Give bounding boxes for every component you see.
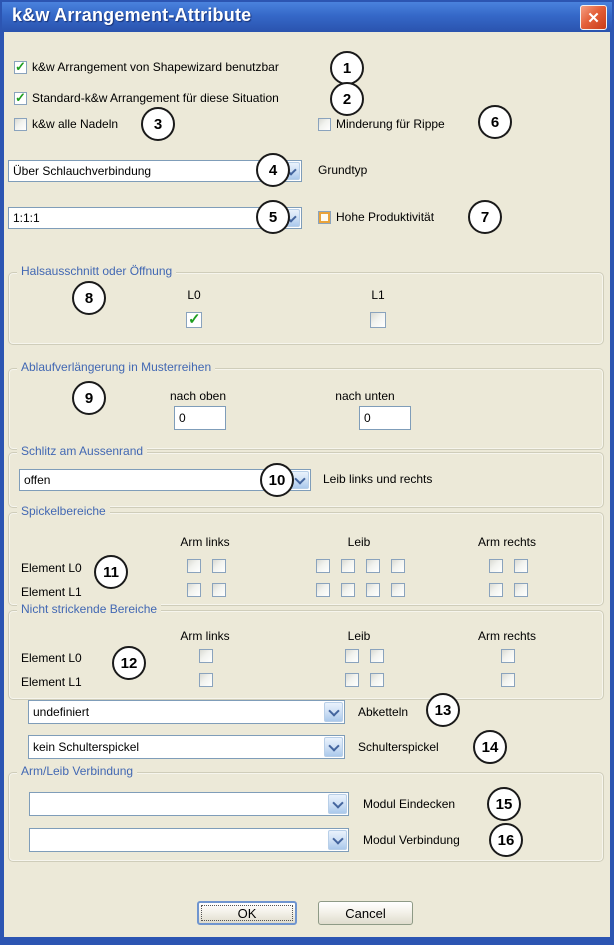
close-button[interactable] <box>580 5 607 30</box>
grid-checkbox[interactable] <box>489 583 503 597</box>
combo-grundtyp-value: Über Schlauchverbindung <box>13 164 152 178</box>
group-spickelbereiche <box>8 504 604 606</box>
grid-checkbox[interactable] <box>501 649 515 663</box>
callout-16: 16 <box>489 823 523 857</box>
callout-5: 5 <box>256 200 290 234</box>
grid-checkbox[interactable] <box>501 673 515 687</box>
modul-verbindung-label: Modul Verbindung <box>363 833 460 847</box>
grid-checkbox[interactable] <box>212 583 226 597</box>
checkbox-alle-nadeln-label: k&w alle Nadeln <box>32 117 119 131</box>
col-header-l1: L1 <box>371 288 385 302</box>
grid-checkbox[interactable] <box>391 559 405 573</box>
nach-unten-input[interactable] <box>359 406 411 430</box>
grid-checkbox[interactable] <box>341 559 355 573</box>
spickel-row-l0-label: Element L0 <box>21 561 82 575</box>
callout-12: 12 <box>112 646 146 680</box>
close-icon: ✕ <box>587 9 600 27</box>
callout-7: 7 <box>468 200 502 234</box>
chevron-down-icon[interactable] <box>324 737 343 757</box>
grid-checkbox[interactable] <box>345 649 359 663</box>
col-header-l0: L0 <box>187 288 201 302</box>
group-schlitz-caption: Schlitz am Aussenrand <box>17 444 147 459</box>
schlitz-side-label: Leib links und rechts <box>323 472 433 486</box>
checkbox-minderung-rippe[interactable] <box>318 118 331 131</box>
group-halsausschnitt <box>8 264 604 345</box>
group-nicht-strickende-caption: Nicht strickende Bereiche <box>17 602 161 617</box>
grundtyp-label: Grundtyp <box>318 163 368 177</box>
combo-technik-value: 1:1:1 <box>13 211 40 225</box>
combo-modul-eindecken[interactable] <box>29 792 349 816</box>
checkbox-standard-arrangement[interactable] <box>14 92 27 105</box>
callout-14: 14 <box>473 730 507 764</box>
callout-3: 3 <box>141 107 175 141</box>
window-title: k&w Arrangement-Attribute <box>12 5 252 25</box>
callout-13: 13 <box>426 693 460 727</box>
callout-15: 15 <box>487 787 521 821</box>
schulterspickel-label: Schulterspickel <box>358 740 439 754</box>
callout-10: 10 <box>260 463 294 497</box>
group-armleib-caption: Arm/Leib Verbindung <box>17 764 137 779</box>
combo-schulterspickel-value: kein Schulterspickel <box>33 740 140 754</box>
checkbox-shapewizard-label: k&w Arrangement von Shapewizard benutzbar <box>32 60 279 74</box>
grid-checkbox[interactable] <box>212 559 226 573</box>
chevron-down-icon[interactable] <box>328 830 347 850</box>
modul-eindecken-label: Modul Eindecken <box>363 797 456 811</box>
callout-11: 11 <box>94 555 128 589</box>
grid-checkbox[interactable] <box>514 559 528 573</box>
callout-2: 2 <box>330 82 364 116</box>
spickel-col-arm-rechts: Arm rechts <box>477 535 536 549</box>
grid-checkbox[interactable] <box>187 559 201 573</box>
hohe-produktivitaet-label: Hohe Produktivität <box>336 210 435 224</box>
checkmark-icon: ✓ <box>15 90 26 105</box>
grid-checkbox[interactable] <box>391 583 405 597</box>
spickel-col-leib: Leib <box>347 535 371 549</box>
cancel-button[interactable]: Cancel <box>318 901 413 925</box>
combo-abketteln[interactable] <box>28 700 345 724</box>
grid-checkbox[interactable] <box>489 559 503 573</box>
dialog-body <box>4 32 610 937</box>
callout-1: 1 <box>330 51 364 85</box>
nach-unten-label: nach unten <box>335 389 395 403</box>
grid-checkbox[interactable] <box>514 583 528 597</box>
checkbox-hohe-produktivitaet[interactable] <box>318 211 331 224</box>
checkbox-hals-l0[interactable] <box>186 312 202 328</box>
combo-schulterspickel[interactable] <box>28 735 345 759</box>
spickel-col-arm-links: Arm links <box>180 535 230 549</box>
grid-checkbox[interactable] <box>370 673 384 687</box>
grid-checkbox[interactable] <box>366 559 380 573</box>
group-ablaufverlaengerung-caption: Ablaufverlängerung in Musterreihen <box>17 360 215 375</box>
abketteln-label: Abketteln <box>358 705 409 719</box>
nicht-row-l0-label: Element L0 <box>21 651 82 665</box>
callout-9: 9 <box>72 381 106 415</box>
ok-button[interactable]: OK <box>197 901 297 925</box>
nicht-row-l1-label: Element L1 <box>21 675 82 689</box>
nicht-col-leib: Leib <box>347 629 371 643</box>
nach-oben-label: nach oben <box>169 389 227 403</box>
combo-abketteln-value: undefiniert <box>33 705 90 719</box>
nach-oben-input[interactable] <box>174 406 226 430</box>
grid-checkbox[interactable] <box>370 649 384 663</box>
group-schlitz <box>8 444 604 508</box>
checkbox-minderung-rippe-label: Minderung für Rippe <box>336 117 445 131</box>
checkbox-shapewizard[interactable] <box>14 61 27 74</box>
spickel-row-l1-label: Element L1 <box>21 585 82 599</box>
group-halsausschnitt-caption: Halsausschnitt oder Öffnung <box>17 264 176 279</box>
grid-checkbox[interactable] <box>316 559 330 573</box>
checkbox-alle-nadeln[interactable] <box>14 118 27 131</box>
group-armleib-verbindung <box>8 764 604 862</box>
checkbox-standard-arrangement-label: Standard-k&w Arrangement für diese Situation <box>32 91 279 105</box>
chevron-down-icon[interactable] <box>328 794 347 814</box>
titlebar <box>2 2 612 32</box>
group-nicht-strickende <box>8 602 604 700</box>
grid-checkbox[interactable] <box>366 583 380 597</box>
callout-6: 6 <box>478 105 512 139</box>
nicht-col-arm-rechts: Arm rechts <box>477 629 536 643</box>
combo-schlitz-value: offen <box>24 473 51 487</box>
group-spickelbereiche-caption: Spickelbereiche <box>17 504 110 519</box>
nicht-col-arm-links: Arm links <box>180 629 230 643</box>
chevron-down-icon[interactable] <box>324 702 343 722</box>
grid-checkbox[interactable] <box>199 673 213 687</box>
grid-checkbox[interactable] <box>199 649 213 663</box>
checkmark-icon: ✓ <box>188 311 201 328</box>
grid-checkbox[interactable] <box>316 583 330 597</box>
checkmark-icon: ✓ <box>15 59 26 74</box>
grid-checkbox[interactable] <box>187 583 201 597</box>
callout-8: 8 <box>72 281 106 315</box>
group-ablaufverlaengerung <box>8 360 604 450</box>
checkbox-hals-l1[interactable] <box>370 312 386 328</box>
callout-4: 4 <box>256 153 290 187</box>
grid-checkbox[interactable] <box>345 673 359 687</box>
combo-modul-verbindung[interactable] <box>29 828 349 852</box>
grid-checkbox[interactable] <box>341 583 355 597</box>
